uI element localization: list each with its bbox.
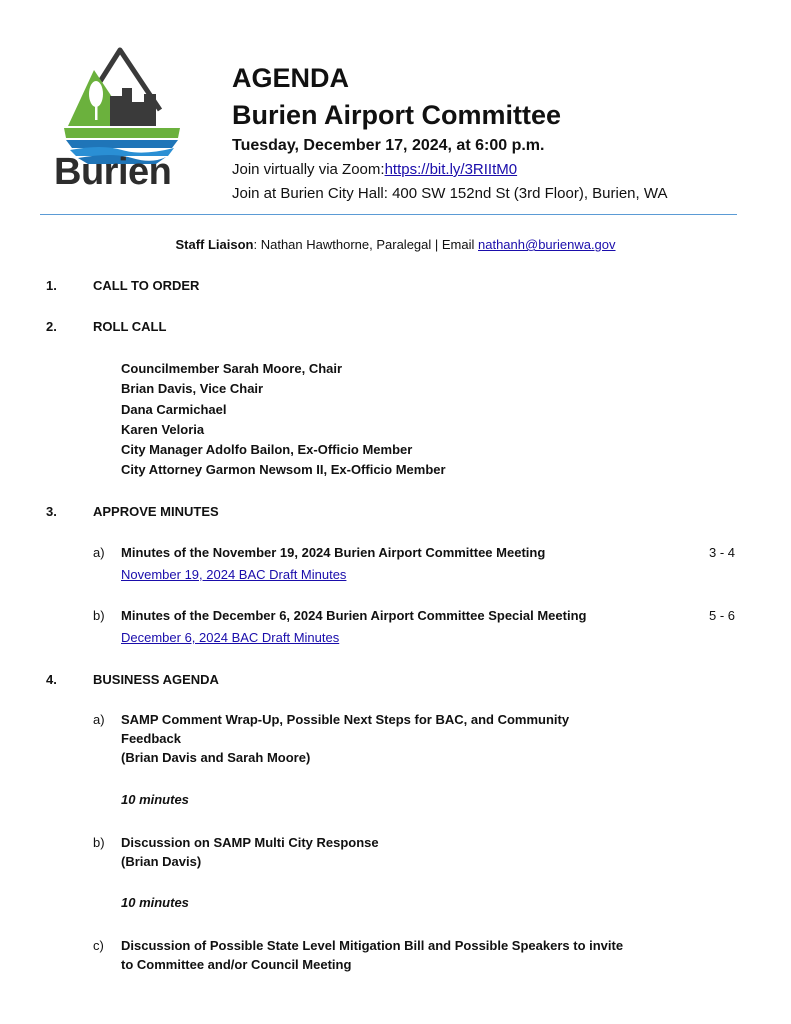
list-item: Dana Carmichael [121,401,227,417]
cityhall-line: Join at Burien City Hall: 400 SW 152nd St (3rd Floor), Burien, WA [232,185,668,202]
section-title: ROLL CALL [93,319,167,334]
zoom-prefix: Join virtually via Zoom: [232,161,385,178]
agenda-item [121,543,621,584]
section-title: APPROVE MINUTES [93,504,219,519]
item-letter: a) [93,545,105,560]
roll-call-list [121,359,446,481]
minutes-link[interactable]: December 6, 2024 BAC Draft Minutes [121,630,340,645]
agenda-item [121,710,621,767]
zoom-line [232,160,517,180]
item-presenter: (Brian Davis) [121,854,202,869]
staff-liaison [0,236,791,254]
committee-name: Burien Airport Committee [232,100,562,130]
agenda-item [121,606,621,647]
item-presenter: (Brian Davis and Sarah Moore) [121,750,311,765]
list-item: Brian Davis, Vice Chair [121,381,264,397]
list-item: City Manager Adolfo Bailon, Ex-Officio Member [121,442,413,458]
item-title: Minutes of the December 6, 2024 Burien Airport Committee Special Meeting [121,608,587,623]
page-range: 3 - 4 [708,545,735,560]
header-divider [40,214,737,215]
item-title-continued: Feedback [121,731,181,746]
page-range: 5 - 6 [708,608,735,623]
item-letter: c) [93,938,104,953]
section-title: BUSINESS AGENDA [93,672,219,687]
section-number: 4. [46,672,57,687]
liaison-email-link[interactable]: nathanh@burienwa.gov [478,237,616,252]
agenda-item [121,936,681,974]
section-number: 1. [46,278,57,293]
meeting-date: Tuesday, December 17, 2024, at 6:00 p.m. [232,137,545,154]
item-letter: b) [93,608,105,623]
list-item: City Attorney Garmon Newsom II, Ex-Officio Member [121,462,446,478]
item-title: Minutes of the November 19, 2024 Burien Airport Committee Meeting [121,545,546,560]
item-title: Discussion of Possible State Level Mitigation Bill and Possible Speakers to invite [121,938,624,953]
item-title: Discussion on SAMP Multi City Response [121,835,379,850]
section-number: 2. [46,319,57,334]
item-duration: 10 minutes [121,895,189,910]
item-letter: b) [93,835,105,850]
agenda-item [121,833,621,871]
list-item: Councilmember Sarah Moore, Chair [121,361,343,376]
zoom-link[interactable]: https://bit.ly/3RIItM0 [384,161,518,178]
item-title: SAMP Comment Wrap-Up, Possible Next Steps for BAC, and Community [121,712,570,727]
item-duration: 10 minutes [121,792,189,807]
section-title: CALL TO ORDER [93,278,200,293]
minutes-link[interactable]: November 19, 2024 BAC Draft Minutes [121,567,347,582]
page-title: AGENDA [232,63,350,93]
section-number: 3. [46,504,57,519]
list-item: Karen Veloria [121,421,205,437]
logo-wordmark: Burien [54,151,172,193]
item-letter: a) [93,712,105,727]
liaison-text: : Nathan Hawthorne, Paralegal | Email [253,237,478,252]
item-title-continued: to Committee and/or Council Meeting [121,957,352,972]
liaison-label: Staff Liaison [175,237,254,252]
